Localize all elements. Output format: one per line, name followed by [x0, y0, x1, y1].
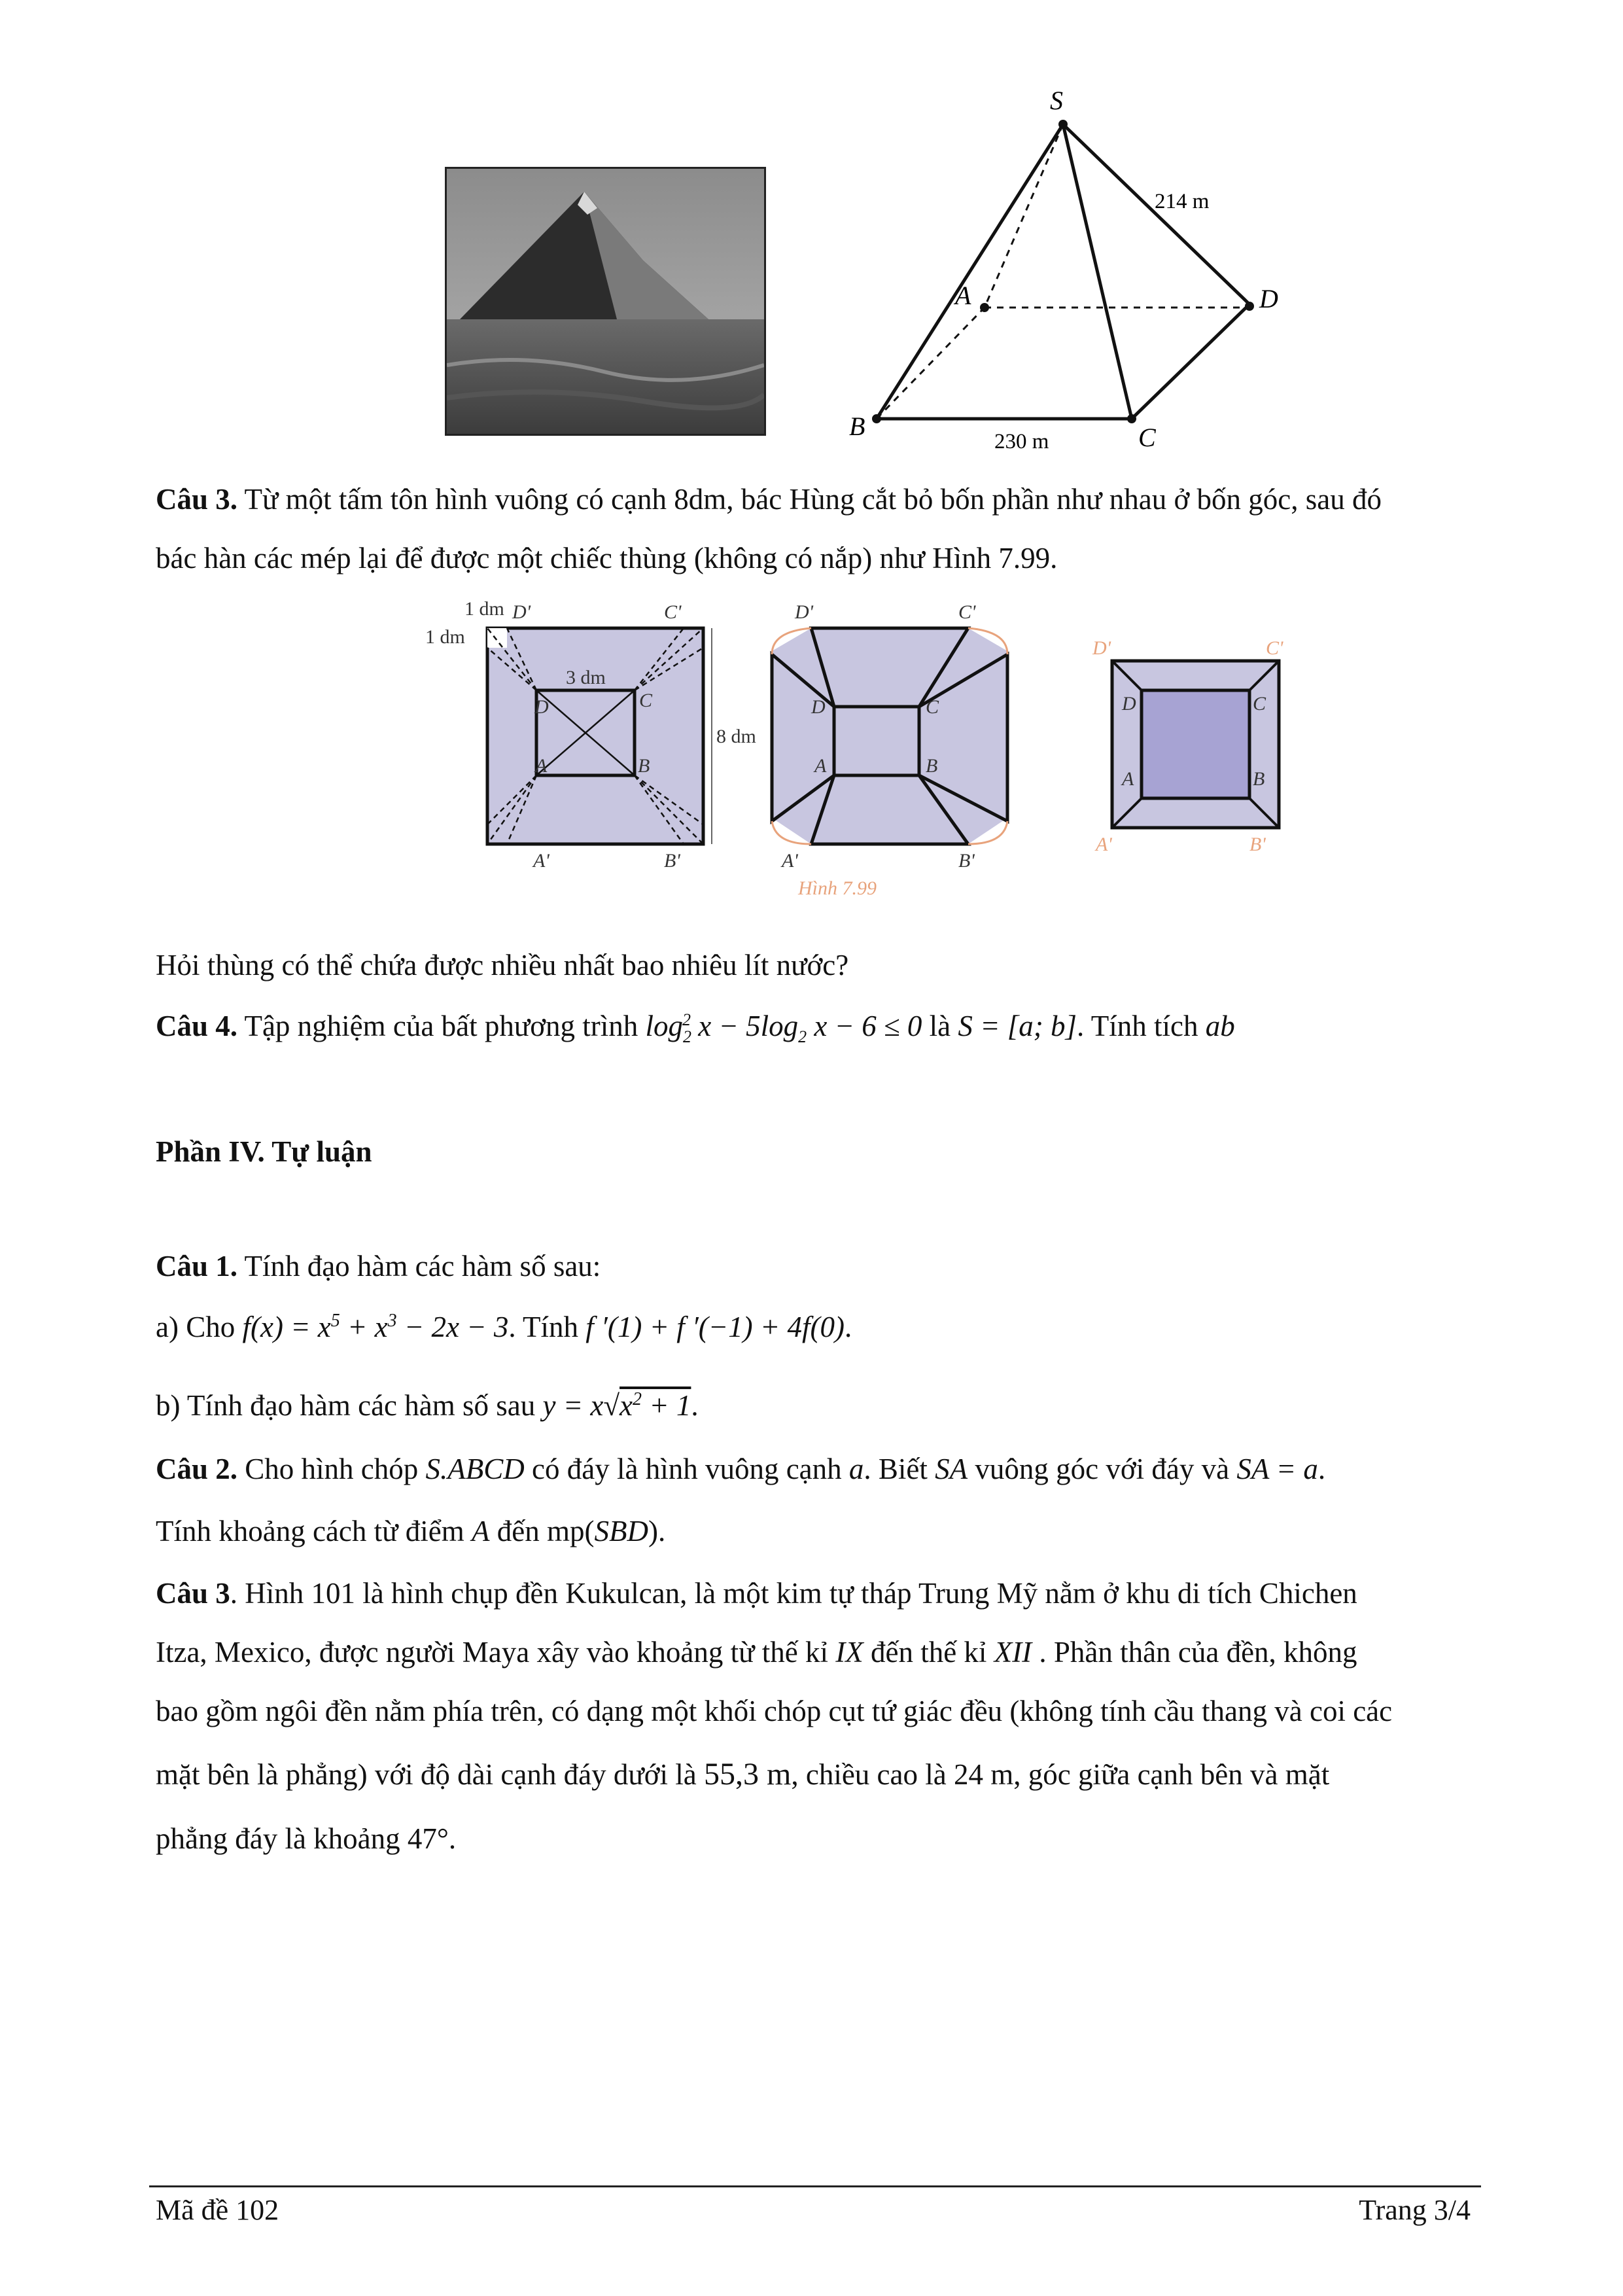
edge-label: 214 m	[1155, 190, 1210, 213]
fig2-a: A	[814, 755, 827, 777]
p4q2-text4: vuông góc với đáy và	[968, 1453, 1237, 1485]
label-s: S	[1050, 86, 1063, 115]
box-figure	[419, 592, 1289, 906]
box-3d	[1092, 637, 1283, 855]
p4q2-text3: . Biết	[864, 1453, 935, 1485]
q4-solution-set: S = [a; b]	[958, 1010, 1077, 1042]
p4q2-text1: Cho hình chóp	[237, 1453, 426, 1485]
fig1-c: C	[639, 690, 653, 711]
p4q1-a: a) Cho $f(x) = x^5 + x^3 - 2x - 3$. Tính f ′(1) + f ′(−1) + 4f(0).	[156, 1311, 852, 1343]
part4-title: Phần IV. Tự luận	[156, 1135, 372, 1168]
p4q3-text1: . Hình 101 là hình chụp đền Kukulcan, là một kim tự tháp Trung Mỹ nằm ở khu di tích Chichen	[230, 1577, 1357, 1610]
p4q1-a-expression: f ′(1) + f ′(−1) + 4f(0)	[585, 1311, 845, 1343]
fig3-a: A	[1122, 768, 1134, 790]
p4q3-line1	[156, 1574, 1357, 1614]
fig1-d: D	[534, 696, 549, 718]
q4-text2: là	[922, 1010, 958, 1042]
fig3-b1: B'	[1249, 834, 1266, 855]
fig2-c1: C'	[958, 601, 976, 623]
p4q1-b-function: $y = x√x^2 + 1$	[542, 1389, 691, 1422]
fig1-b: B	[638, 755, 650, 777]
q4-product: ab	[1205, 1010, 1235, 1042]
q3-text1: Từ một tấm tôn hình vuông có cạnh 8dm, bác Hùng cắt bỏ bốn phần như nhau ở bốn góc, sau đó	[237, 483, 1382, 516]
p4q1-label: Câu 1.	[156, 1250, 238, 1282]
footer-code: Mã đề 102	[156, 2194, 279, 2226]
box-net-1	[425, 598, 756, 872]
pyramid-diagram	[837, 85, 1282, 451]
base-label: 230 m	[994, 430, 1049, 451]
q4-text3: . Tính tích	[1077, 1010, 1206, 1042]
pyramid-photo-drawing	[447, 169, 764, 434]
p4q2-line2-text: Tính khoảng cách từ điểm	[156, 1515, 472, 1547]
p4q1-a-prefix: a) Cho	[156, 1311, 243, 1343]
footer-divider	[149, 2185, 1481, 2187]
p4q3-line4: mặt bên là phẳng) với độ dài cạnh đáy dưới là 55,3 m, chiều cao là 24 m, góc giữa cạnh bên và mặt	[156, 1757, 1330, 1792]
fig2-b1: B'	[958, 850, 975, 872]
label-c: C	[1138, 423, 1156, 451]
q3-line2: bác hàn các mép lại để được một chiếc thùng (không có nắp) như Hình 7.99.	[156, 542, 1058, 574]
fig3-c1: C'	[1266, 637, 1283, 659]
p4q3-label: Câu 3	[156, 1577, 230, 1610]
p4q3-line5: phẳng đáy là khoảng 47°.	[156, 1822, 457, 1855]
q3-label: Câu 3.	[156, 483, 238, 516]
fig2-b: B	[926, 755, 938, 777]
p4q1-a-function: $f(x) = x^5 + x^3 - 2x - 3$	[242, 1311, 509, 1343]
q3-line1	[156, 480, 1382, 520]
fig2-d1: D'	[795, 601, 814, 623]
height-value: 24 m	[953, 1758, 1014, 1791]
fig1-a: A	[535, 755, 548, 777]
dim-1dm-left: 1 dm	[425, 626, 465, 648]
q3-question: Hỏi thùng có thể chứa được nhiều nhất bao nhiêu lít nước?	[156, 949, 849, 981]
base-length: 55,3 m	[704, 1757, 792, 1792]
dim-8dm: 8 dm	[716, 726, 756, 747]
century-xii: XII	[994, 1636, 1032, 1669]
label-d: D	[1259, 284, 1278, 313]
p4q2-label: Câu 2.	[156, 1453, 238, 1485]
fig2-c: C	[926, 696, 939, 718]
fig3-d: D	[1122, 693, 1136, 715]
q4-line	[156, 1006, 1235, 1048]
fig3-d1: D'	[1092, 637, 1111, 659]
fig2-a1: A'	[782, 850, 798, 872]
century-ix: IX	[835, 1636, 864, 1669]
fig2-d: D	[811, 696, 826, 718]
box-net-2	[772, 601, 1007, 899]
p4q1-a-mid: . Tính	[508, 1311, 586, 1343]
p4q1-text: Tính đạo hàm các hàm số sau:	[237, 1250, 601, 1282]
label-a: A	[955, 281, 971, 310]
label-b: B	[849, 412, 865, 441]
fig1-c1: C'	[664, 601, 682, 623]
fig1-b1: B'	[664, 850, 680, 872]
p4q2-line2: Tính khoảng cách từ điểm A đến mp(SBD).	[156, 1515, 666, 1547]
fig3-a1: A'	[1096, 834, 1112, 855]
dim-3dm: 3 dm	[566, 667, 606, 688]
p4q1-line	[156, 1246, 601, 1286]
p4q3-line3: bao gồm ngôi đền nằm phía trên, có dạng một khối chóp cụt tứ giác đều (không tính cầu thang và coi các	[156, 1695, 1393, 1727]
fig1-d1: D'	[512, 601, 531, 623]
fig3-b: B	[1253, 768, 1265, 790]
angle-value: 47°	[407, 1822, 449, 1855]
footer-page: Trang 3/4	[1359, 2194, 1471, 2226]
p4q2-text2: có đáy là hình vuông cạnh	[524, 1453, 849, 1485]
p4q2-pyramid: S.ABCD	[425, 1453, 525, 1485]
p4q2-line2b: đến mp	[489, 1515, 585, 1547]
fig3-c: C	[1253, 693, 1266, 715]
p4q1-b-text: b) Tính đạo hàm các hàm số sau	[156, 1389, 543, 1422]
q4-text1: Tập nghiệm của bất phương trình	[237, 1010, 646, 1042]
dim-1dm-top: 1 dm	[464, 598, 504, 620]
pyramid-photo	[445, 167, 766, 436]
p4q1-b: b) Tính đạo hàm các hàm số sau $y = x√x^2 + 1$.	[156, 1389, 699, 1422]
p4q2-line1: Câu 2. Cho hình chóp S.ABCD có đáy là hình vuông cạnh a. Biết SA vuông góc với đáy và SA = a.	[156, 1453, 1326, 1485]
q4-label: Câu 4.	[156, 1010, 238, 1042]
fig-caption: Hình 7.99	[798, 877, 877, 899]
p4q3-line2: Itza, Mexico, được người Maya xây vào khoảng từ thế kỉ IX đến thế kỉ XII . Phần thân của đền, không	[156, 1636, 1357, 1669]
fig1-a1: A'	[533, 850, 550, 872]
q4-inequality: $\log_2^2 x - 5\log_2$ x − 6 ≤ 0	[645, 1010, 922, 1046]
